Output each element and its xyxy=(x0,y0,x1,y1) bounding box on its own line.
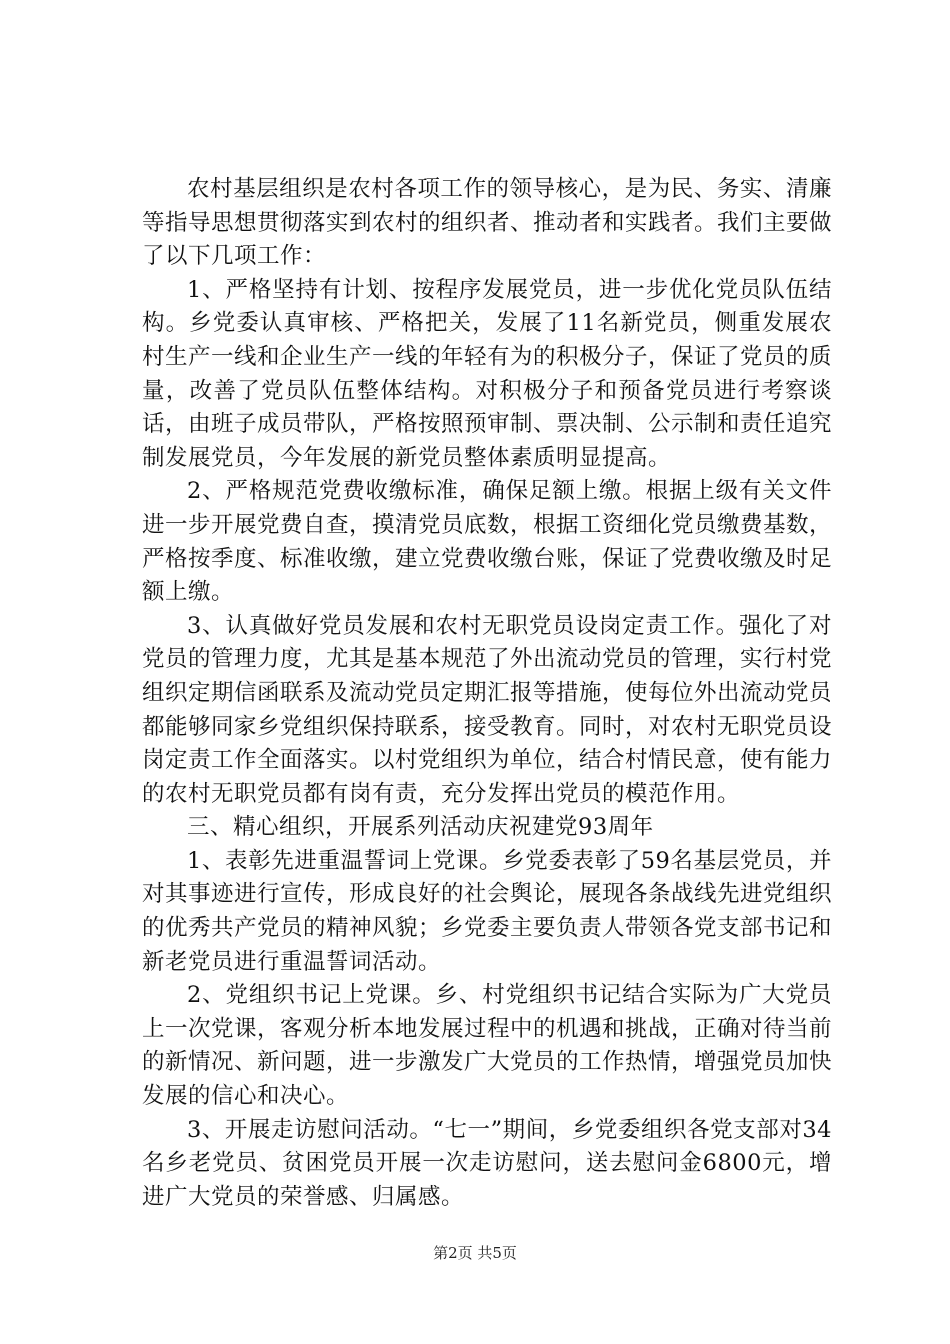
item-3-visits: 3、开展走访慰问活动。“七一”期间，乡党委组织各党支部对34名乡老党员、贫困党员开展一次走访慰问，送去慰问金6800元，增进广大党员的荣誉感、归属感。 xyxy=(142,1116,832,1210)
intro-paragraph: 农村基层组织是农村各项工作的领导核心，是为民、务实、清廉等指导思想贯彻落实到农村的组织者、推动者和实践者。我们主要做了以下几项工作： xyxy=(142,176,833,270)
page-footer: 第2页 共5页 xyxy=(433,1244,517,1262)
document-body xyxy=(142,173,832,1214)
item-2-party-lecture: 2、党组织书记上党课。乡、村党组织书记结合实际为广大党员上一次党课，客观分析本地发展过程中的机遇和挑战，正确对待当前的新情况、新问题，进一步激发广大党员的工作热情，增强党员加快发展的信心和决心。 xyxy=(142,982,833,1110)
item-1-commendation: 1、表彰先进重温誓词上党课。乡党委表彰了59名基层党员，并对其事迹进行宣传，形成良好的社会舆论，展现各条战线先进党组织的优秀共产党员的精神风貌；乡党委主要负责人带领各党支部书记和新老党员进行重温誓词活动。 xyxy=(142,847,833,975)
section-three-heading: 三、精心组织，开展系列活动庆祝建党93周年 xyxy=(187,814,654,841)
item-3-post-responsibility: 3、认真做好党员发展和农村无职党员设岗定责工作。强化了对党员的管理力度，尤其是基本规范了外出流动党员的管理，实行村党组织定期信函联系及流动党员定期汇报等措施，使每位外出流动党员都能够同家乡党组织保持联系，接受教育。同时，对农村无职党员设岗定责工作全面落实。以村党组织为单位，结合村情民意，使有能力的农村无职党员都有岗有责，充分发挥出党员的模范作用。 xyxy=(142,612,833,807)
item-1-member-development: 1、严格坚持有计划、按程序发展党员，进一步优化党员队伍结构。乡党委认真审核、严格把关，发展了11名新党员，侧重发展农村生产一线和企业生产一线的年轻有为的积极分子，保证了党员的质量，改善了党员队伍整体结构。对积极分子和预备党员进行考察谈话，由班子成员带队，严格按照预审制、票决制、公示制和责任追究制发展党员，今年发展的新党员整体素质明显提高。 xyxy=(142,276,833,471)
item-2-party-dues: 2、严格规范党费收缴标准，确保足额上缴。根据上级有关文件进一步开展党费自查，摸清党员底数，根据工资细化党员缴费基数，严格按季度、标准收缴，建立党费收缴台账，保证了党费收缴及时足额上缴。 xyxy=(142,478,833,606)
